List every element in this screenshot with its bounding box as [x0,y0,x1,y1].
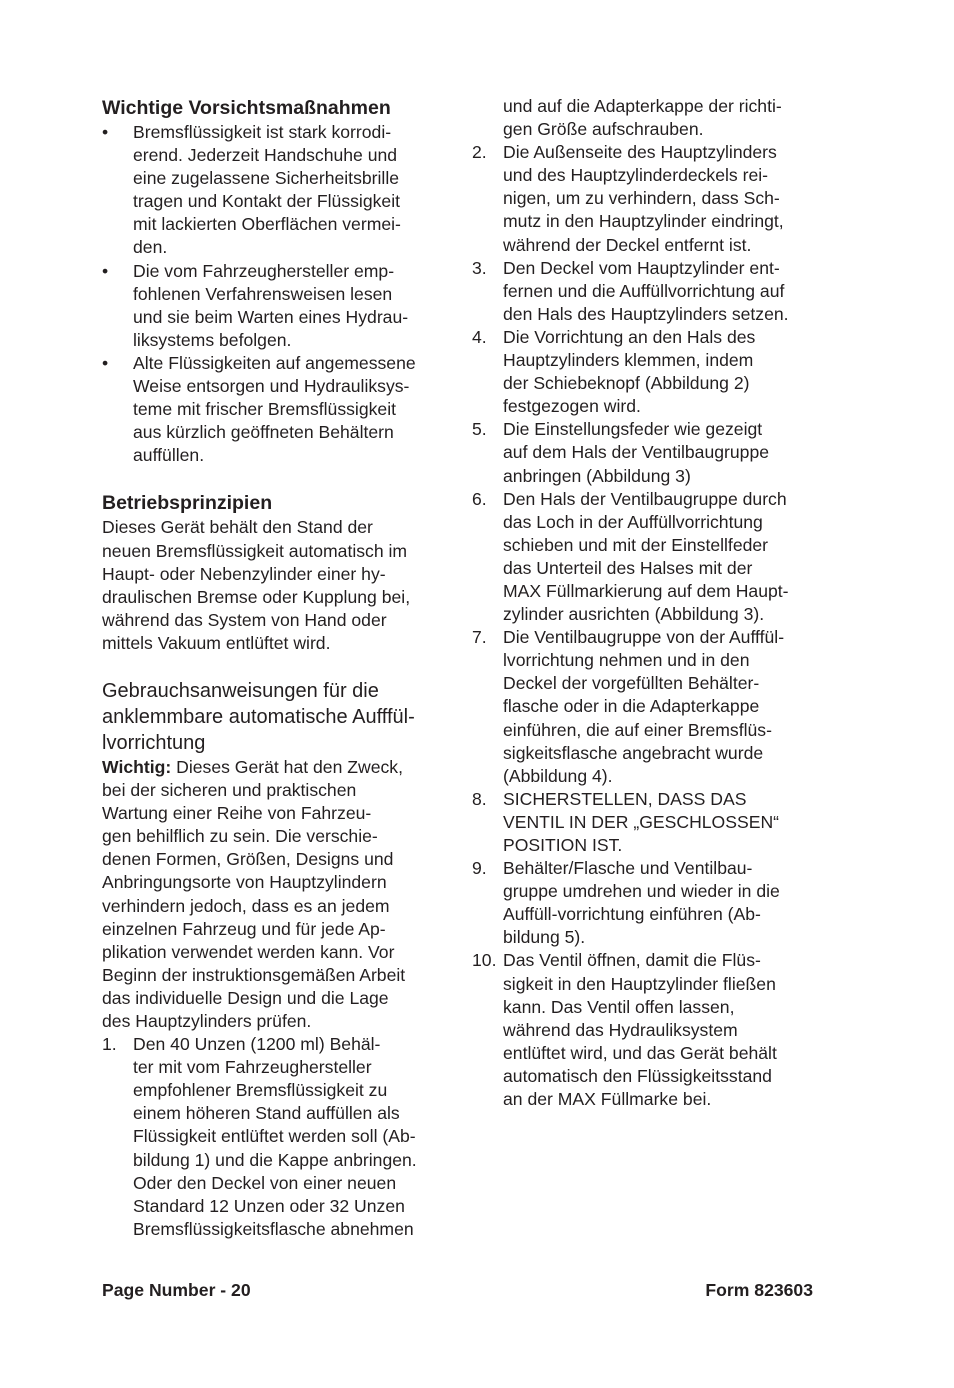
list-item [472,626,824,788]
step-number: 8. [472,788,487,809]
important-text: Dieses Gerät hat den Zweck, bei der sicheren und praktischen Wartung einer Reihe von Fahrzeu- gen behilflich zu sein. Die verschie- denen Formen, Größen, Designs und Anbringungsorte von Hauptzylindern verhindern jedoch, dass es an jedem einzelnen Fahrzeug und für jede Ap- plikation verwendet werden kann. Vor Beginn der instruktionsgemäßen Arbeit das individuelle Design und die Lage des Hauptzylinders prüfen. [102,756,406,1031]
principles-body: Dieses Gerät behält den Stand der neuen Bremsflüssigkeit automatisch im Haupt- oder Nebenzylinder einer hy- draulischen Bremse oder Kupplung bei, während das System von Hand oder mittels Vakuum entlüftet wird. [102,517,411,653]
step-continuation: und auf die Adapterkappe der richti- gen Größe aufschrauben. [503,96,782,140]
step-text: Behälter/Flasche und Ventilbau- gruppe umdrehen und wieder in die Auffüll-vorrichtung einführen (Ab- bildung 5). [503,858,780,948]
list-item-text: Die vom Fahrzeughersteller emp- fohlenen Verfahrensweisen lesen und sie beim Warten eines Hydrau- liksystems befolgen. [133,260,409,350]
list-item [472,257,824,326]
important-paragraph [102,756,452,1033]
list-item [102,1033,452,1241]
precautions-list [102,121,452,467]
steps-list [472,141,824,1111]
right-column [472,95,824,1111]
list-item [472,326,824,418]
list-item [102,121,452,260]
step-number: 1. [102,1034,117,1055]
section-title-precautions: Wichtige Vorsichtsmaßnahmen [102,97,391,119]
section-title-principles: Betriebsprinzipien [102,492,273,515]
list-item [472,418,824,487]
step-number: 9. [472,858,487,879]
step-text: SICHERSTELLEN, DASS DAS VENTIL IN DER „GESCHLOSSEN“ POSITION IST. [503,788,780,855]
important-label: Wichtig: [102,756,172,777]
list-item [472,857,824,949]
bullet-marker: • [102,260,109,281]
step-number: 6. [472,488,487,509]
list-item [472,488,824,627]
step-number: 10. [472,950,497,971]
left-column [102,95,452,1241]
bullet-marker: • [102,352,109,373]
list-item [472,949,824,1111]
step-number: 7. [472,627,487,648]
step-text: Die Vorrichtung an den Hals des Hauptzylinders klemmen, indem der Schiebeknopf (Abbildung 2) festgezogen wird. [503,326,756,417]
step-text: Den Deckel vom Hauptzylinder ent- fernen und die Auffüllvorrichtung auf den Hals des Hauptzylinders setzen. [503,257,789,324]
list-item-text: Bremsflüssigkeit ist stark korrodi- erend. Jederzeit Handschuhe und eine zugelassene Sicherheitsbrille tragen und Kontakt der Flüssigkeit mit lackierten Oberflächen vermei- den. [133,122,401,258]
list-item [472,788,824,857]
form-number: Form 823603 [705,1280,813,1300]
page-number: Page Number - 20 [102,1280,251,1300]
section-title-instructions: Gebrauchsanweisungen für die anklemmbare automatische Aufffül- lvorrichtung [102,679,415,754]
step-text: Die Außenseite des Hauptzylinders und des Hauptzylinderdeckels rei- nigen, um zu verhindern, dass Sch- mutz in den Hauptzylinder eindringt, während der Deckel entfernt ist. [503,142,784,255]
step-text: Die Ventilbaugruppe von der Aufffül- lvorrichtung nehmen und in den Deckel der vorgefüllten Behälter- flasche oder in die Adapterkappe einführen, die auf einer Bremsflüs- sigkeitsflasche angebracht wurde (Abbildung 4). [503,627,785,786]
bullet-marker: • [102,122,109,142]
step-text: Den 40 Unzen (1200 ml) Behäl- ter mit vom Fahrzeughersteller empfohlener Bremsflüssigkeit zu einem höheren Stand auffüllen als Flüssigkeit entlüftet werden soll (Ab- bildung 1) und die Kappe anbringen. Oder den Deckel von einer neuen Standard 12 Unzen oder 32 Unzen Bremsflüssigkeitsflasche abnehmen [133,1034,417,1239]
step-text: Den Hals der Ventilbaugruppe durch das Loch in der Auffüllvorrichtung schieben und mit der Einstellfeder das Unterteil des Halses mit der MAX Füllmarkierung auf dem Haupt- zylinder ausrichten (Abbildung 3). [503,488,789,625]
step-number: 4. [472,326,487,347]
list-item [472,141,824,256]
step-text: Die Einstellungsfeder wie gezeigt auf dem Hals der Ventilbaugruppe anbringen (Abbildung 3) [503,419,770,486]
step-text: Das Ventil öffnen, damit die Flüs- sigkeit in den Hauptzylinder fließen kann. Das Ventil offen lassen, während das Hydrauliksystem entlüftet wird, und das Gerät behält automatisch den Flüssigkeitsstand an der MAX Füllmarke bei. [503,950,777,1110]
list-item [102,260,452,352]
list-item-text: Alte Flüssigkeiten auf angemessene Weise entsorgen und Hydrauliksys- teme mit frischer Bremsflüssigkeit aus kürzlich geöffneten Behältern auffüllen. [133,352,416,466]
step-number: 3. [472,257,487,278]
step-number: 5. [472,419,487,440]
step-number: 2. [472,142,487,163]
list-item [102,352,452,467]
